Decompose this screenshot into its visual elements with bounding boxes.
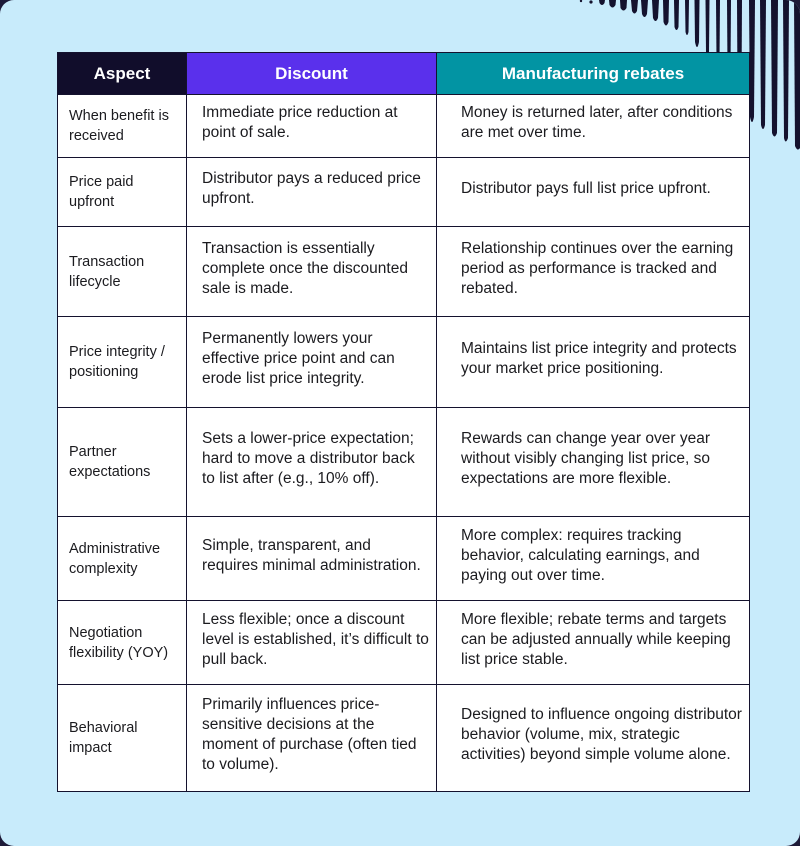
discount-cell: Simple, transparent, and requires minimal administration. [187,517,437,601]
rebates-cell: Relationship continues over the earning period as performance is tracked and rebated. [437,227,750,317]
aspect-cell: Negotiation flexibility (YOY) [58,601,187,685]
discount-cell: Transaction is essentially complete once the discounted sale is made. [187,227,437,317]
table-row [58,517,750,601]
discount-cell: Primarily influences price-sensitive decisions at the moment of purchase (often tied to volume). [187,685,437,792]
header-aspect: Aspect [58,53,187,95]
rebates-cell: Rewards can change year over year without visibly changing list price, so expectations are more flexible. [437,408,750,517]
header-row [58,53,750,95]
rebates-cell: Designed to influence ongoing distributor behavior (volume, mix, strategic activities) beyond simple volume alone. [437,685,750,792]
discount-cell: Less flexible; once a discount level is established, it’s difficult to pull back. [187,601,437,685]
discount-cell: Sets a lower-price expectation; hard to move a distributor back to list after (e.g., 10% off). [187,408,437,517]
table-body [58,95,750,792]
header-discount: Discount [187,53,437,95]
aspect-cell: Price paid upfront [58,158,187,227]
aspect-cell: Partner expectations [58,408,187,517]
aspect-cell: Administrative complexity [58,517,187,601]
discount-cell: Immediate price reduction at point of sale. [187,95,437,158]
table-row [58,685,750,792]
discount-cell: Permanently lowers your effective price point and can erode list price integrity. [187,317,437,408]
table-row [58,227,750,317]
rebates-cell: Money is returned later, after conditions are met over time. [437,95,750,158]
aspect-cell: When benefit is received [58,95,187,158]
header-manufacturing-rebates: Manufacturing rebates [437,53,750,95]
aspect-cell: Transaction lifecycle [58,227,187,317]
discount-cell: Distributor pays a reduced price upfront. [187,158,437,227]
table-row [58,158,750,227]
aspect-cell: Price integrity / positioning [58,317,187,408]
aspect-cell: Behavioral impact [58,685,187,792]
table-header [58,53,750,95]
table-row [58,317,750,408]
table-row [58,408,750,517]
table-row [58,601,750,685]
rebates-cell: Distributor pays full list price upfront. [437,158,750,227]
rebates-cell: More flexible; rebate terms and targets can be adjusted annually while keeping list price stable. [437,601,750,685]
rebates-cell: Maintains list price integrity and protects your market price positioning. [437,317,750,408]
table-row [58,95,750,158]
comparison-table [57,52,750,792]
rebates-cell: More complex: requires tracking behavior, calculating earnings, and paying out over time. [437,517,750,601]
